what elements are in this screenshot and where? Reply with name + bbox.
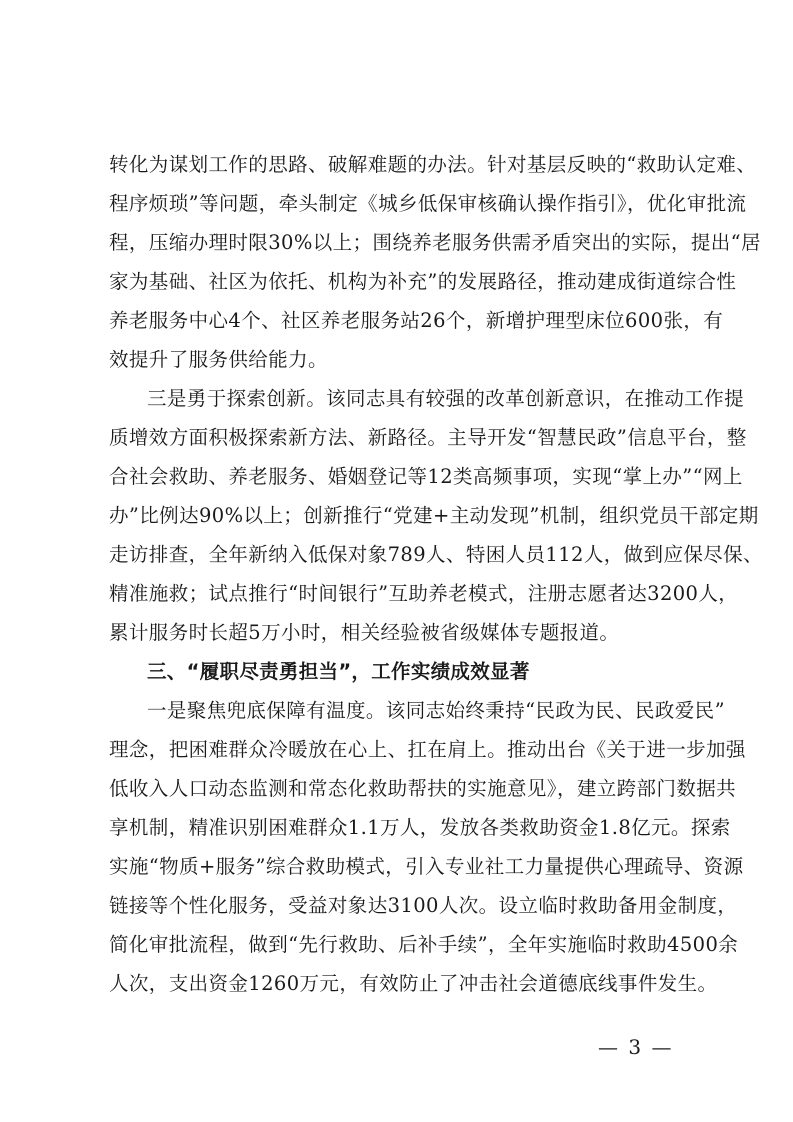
- paragraph-3-line-7: 简化审批流程，做到“先行救助、后补手续”，全年实施临时救助4500余: [109, 933, 739, 956]
- page-number: — 3 —: [598, 1035, 674, 1059]
- paragraph-3-line-5: 实施“物质+服务”综合救助模式，引入专业社工力量提供心理疏导、资源: [109, 855, 744, 878]
- section-heading: 三、“履职尽责勇担当”，工作实绩成效显著: [147, 660, 530, 683]
- paragraph-2-line-3: 合社会救助、养老服务、婚姻登记等12类高频事项，实现“掌上办”“网上: [109, 465, 743, 488]
- paragraph-3-line-2: 理念，把困难群众冷暖放在心上、扛在肩上。推动出台《关于进一步加强: [109, 738, 746, 761]
- paragraph-2-line-4: 办”比例达90%以上；创新推行“党建+主动发现”机制，组织党员干部定期: [109, 504, 759, 527]
- paragraph-1-line-3: 程，压缩办理时限30%以上；围绕养老服务供需矛盾突出的实际，提出“居: [109, 231, 761, 254]
- paragraph-2-line-7: 累计服务时长超5万小时，相关经验被省级媒体专题报道。: [109, 621, 620, 644]
- paragraph-1-line-1: 转化为谋划工作的思路、破解难题的办法。针对基层反映的“救助认定难、: [109, 153, 757, 176]
- paragraph-3-line-4: 享机制，精准识别困难群众1.1万人，发放各类救助资金1.8亿元。探索: [109, 816, 731, 839]
- paragraph-1-line-4: 家为基础、社区为依托、机构为补充”的发展路径，推动建成街道综合性: [109, 270, 737, 293]
- paragraph-1-line-6: 效提升了服务供给能力。: [109, 348, 328, 371]
- paragraph-2-line-5: 走访排查，全年新纳入低保对象789人、特困人员112人，做到应保尽保、: [109, 543, 763, 566]
- paragraph-2-line-6: 精准施救；试点推行“时间银行”互助养老模式，注册志愿者达3200人，: [109, 582, 739, 605]
- paragraph-3-line-6: 链接等个性化服务，受益对象达3100人次。设立临时救助备用金制度，: [109, 894, 738, 917]
- paragraph-2-line-1: 三是勇于探索创新。该同志具有较强的改革创新意识，在推动工作提: [147, 387, 745, 410]
- paragraph-1-line-2: 程序烦琐”等问题，牵头制定《城乡低保审核确认操作指引》，优化审批流: [109, 192, 747, 215]
- paragraph-3-line-1: 一是聚焦兜底保障有温度。该同志始终秉持“民政为民、民政爱民”: [147, 699, 725, 722]
- paragraph-3-line-8: 人次，支出资金1260万元，有效防止了冲击社会道德底线事件发生。: [109, 972, 718, 995]
- paragraph-2-line-2: 质增效方面积极探索新方法、新路径。主导开发“智慧民政”信息平台，整: [109, 426, 747, 449]
- paragraph-1-line-5: 养老服务中心4个、社区养老服务站26个，新增护理型床位600张，有: [109, 309, 724, 332]
- paragraph-3-line-3: 低收入人口动态监测和常态化救助帮扶的实施意见》，建立跨部门数据共: [109, 777, 737, 800]
